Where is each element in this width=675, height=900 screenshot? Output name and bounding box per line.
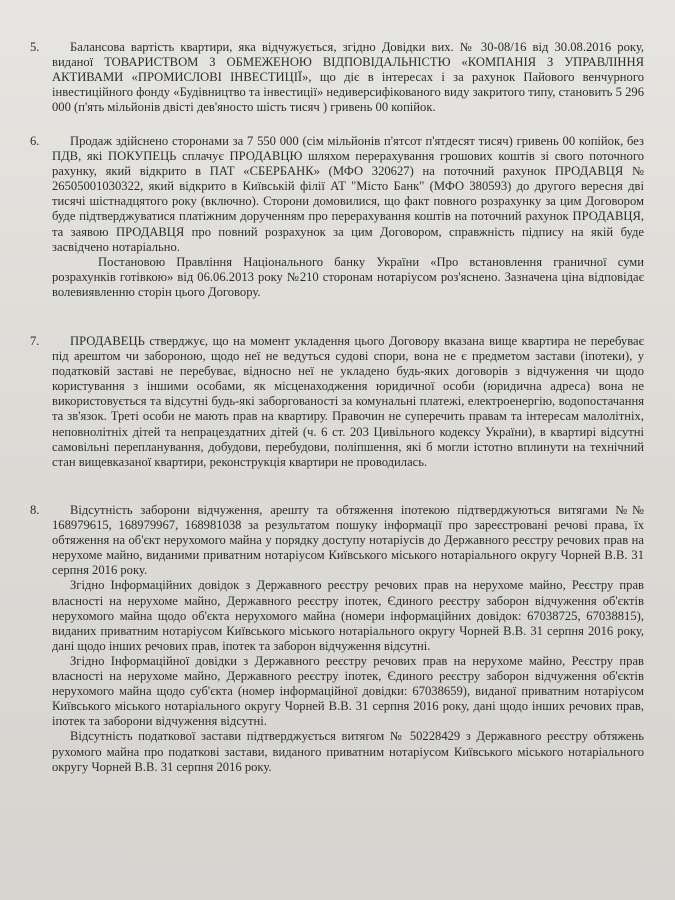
clause-number: 7.	[30, 334, 40, 348]
clause-number: 5.	[30, 40, 40, 54]
clause-paragraph: Згідно Інформаційних довідок з Державного реєстру речових прав на нерухоме майно, Реєстру прав власності на нерухоме майно, Державного реєстру іпотек, Єдиного реєстру заборон відчуження об'єктів нерухомого майна щодо об'єкта нерухомого майна (номери інформаційних довідок: 67038725, 67038815), виданих приватним нотаріусом Київського міського нотаріального округу Чорней В.В. 31 серпня 2016 року, дані щодо інших речових прав, іпотек та заборон відчуження відсутні.	[52, 578, 644, 653]
clause-number: 8.	[30, 503, 40, 517]
clause-paragraph: ПРОДАВЕЦЬ стверджує, що на момент укладення цього Договору вказана вище квартира не перебуває під арештом чи забороною, щодо неї не ведуться судові спори, вона не є предметом застави (іпотеки), у податковій заставі не перебуває, відносно неї не укладено будь-яких договорів з відчуження чи щодо користування з іншими особами, як місценаходження юридичної особи (юридична адреса) вона не використовується та відсутні будь-які заборгованості за комунальні платежі, електроенергію, водопостачання та зв'язок. Треті особи не мають прав на квартиру. Правочин не суперечить правам та інтересам малолітніх, неповнолітніх дітей та непрацездатних дітей (ч. 6 ст. 203 Цивільного кодексу України), в квартирі відсутні самовільні перепланування, добудови, перебудови, поліпшення, які б могли істотно вплинути на технічний стан вищевказаної квартири, реконструкція квартири не проводилась.	[52, 334, 644, 469]
clause-6	[30, 134, 644, 300]
clause-paragraph: Балансова вартість квартири, яка відчужується, згідно Довідки вих. № 30-08/16 від 30.08.2016 року, виданої ТОВАРИСТВОМ З ОБМЕЖЕНОЮ ВІДПОВІДАЛЬНІСТЮ «КОМПАНІЯ З УПРАВЛІННЯ АКТИВАМИ «ПРОМИСЛОВІ ІНВЕСТИЦІЇ», що діє в інтересах і за рахунок Пайового венчурного інвестиційного фонду «Будівництво та інвестиції» недиверсифікованого виду закритого типу, становить 5 296 000 (п'ять мільйонів двісті дев'яносто шість тисяч ) гривень 00 копійок.	[52, 40, 644, 115]
clause-5	[30, 40, 644, 115]
clause-paragraph: Відсутність заборони відчуження, арешту та обтяження іпотекою підтверджуються витягами №№ 168979615, 168979967, 168981038 за результатом пошуку інформації про зареєстровані речові права, їх обтяження на об'єкт нерухомого майна у порядку доступу нотаріусів до Державного реєстру речових прав на нерухоме майно, виданими приватним нотаріусом Київського міського нотаріального округу Чорней В.В. 31 серпня 2016 року.	[52, 503, 644, 578]
clause-paragraph: Продаж здійснено сторонами за 7 550 000 (сім мільйонів п'ятсот п'ятдесят тисяч) гривень 00 копійок, без ПДВ, які ПОКУПЕЦЬ сплачує ПРОДАВЦЮ шляхом перерахування грошових коштів зі свого поточного рахунку, який відкрито в ПАТ «СБЕРБАНК» (МФО 320627) на поточний рахунок ПРОДАВЦЯ № 26505001030322, який відкрито в Київській філії АТ "Місто Банк" (МФО 380593) до другого вересня дві тисячі шістнадцятого року (включно). Сторони домовилися, що факт повного розрахунку за цим Договором буде підтверджуватися платіжним дорученням про перерахування коштів на поточний рахунок ПРОДАВЦЯ, та заявою ПРОДАВЦЯ про повний розрахунок за цим Договором, справжність підпису на якій буде засвідчено нотаріально.	[52, 134, 644, 254]
clause-paragraph: Постановою Правління Національного банку України «Про встановлення граничної суми розрахунків готівкою» від 06.06.2013 року №210 сторонам нотаріусом роз'яснено. Зазначена ціна відповідає волевиявленню сторін цього Договору.	[52, 254, 644, 299]
clause-8	[30, 503, 644, 775]
clause-paragraph: Згідно Інформаційної довідки з Державного реєстру речових прав на нерухоме майно, Реєстру прав власності на нерухоме майно, Державного реєстру іпотек, Єдиного реєстру заборон відчуження об'єктів нерухомого майна щодо суб'єкта (номер інформаційної довідки: 67038659), виданої приватним нотаріусом Київського міського нотаріального округу Чорней В.В. 31 серпня 2016 року, дані щодо інших речових прав, іпотек та заборони відчуження відсутні.	[52, 653, 644, 729]
clause-7	[30, 334, 644, 470]
clause-number: 6.	[30, 134, 40, 148]
clause-paragraph: Відсутність податкової застави підтверджується витягом № 50228429 з Державного реєстру обтяжень рухомого майна про податкові застави, виданого приватним нотаріусом Київського міського нотаріального округу Чорней В.В. 31 серпня 2016 року.	[52, 729, 644, 774]
